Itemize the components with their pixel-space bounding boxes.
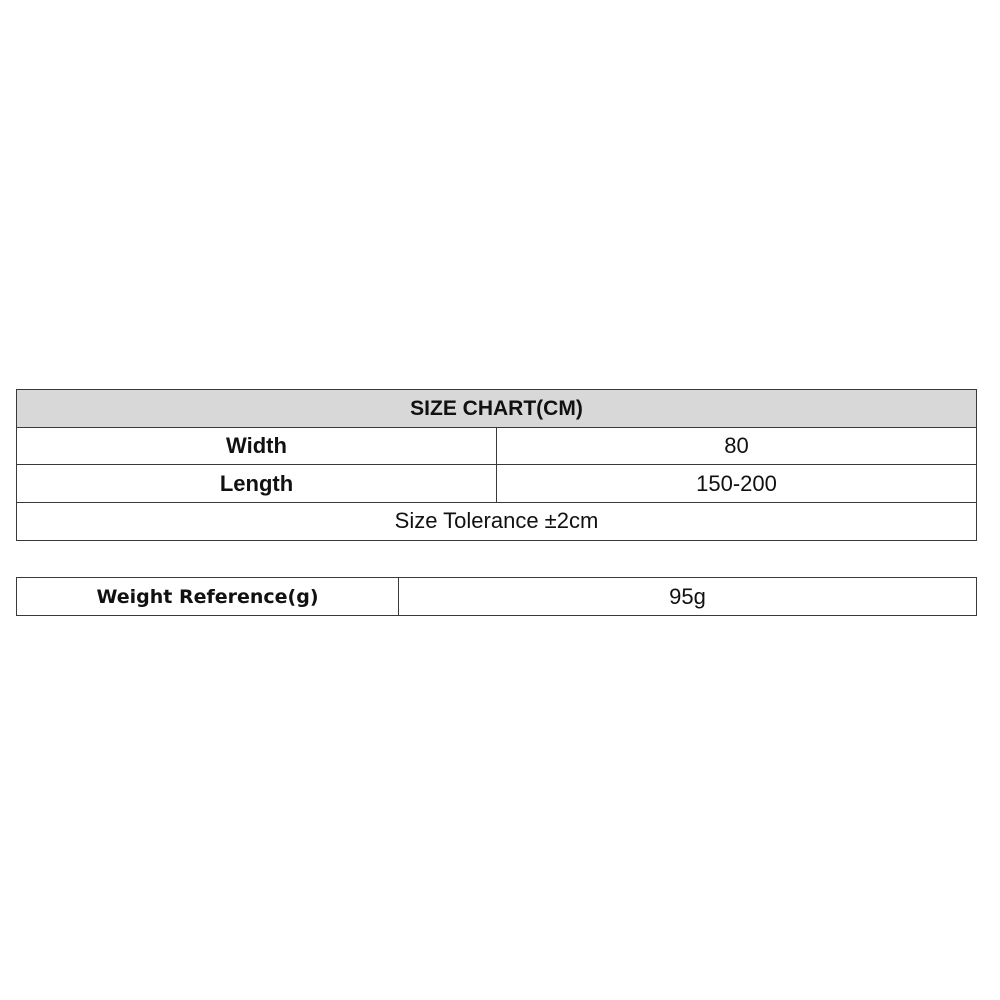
- size-row-length: [17, 465, 977, 502]
- size-tolerance-note: Size Tolerance ±2cm: [17, 502, 977, 540]
- width-value: 80: [497, 428, 977, 465]
- size-chart-header-row: [17, 390, 977, 428]
- weight-reference-value: 95g: [399, 578, 977, 616]
- length-label: Length: [17, 465, 497, 502]
- weight-reference-label: Weight Reference(g): [17, 578, 399, 616]
- size-chart-title: SIZE CHART(CM): [17, 390, 977, 428]
- size-row-width: [17, 428, 977, 465]
- weight-reference-table: [16, 577, 977, 616]
- length-value: 150-200: [497, 465, 977, 502]
- weight-reference-row: [17, 578, 977, 616]
- size-chart-table: [16, 389, 977, 541]
- size-tolerance-row: [17, 502, 977, 540]
- width-label: Width: [17, 428, 497, 465]
